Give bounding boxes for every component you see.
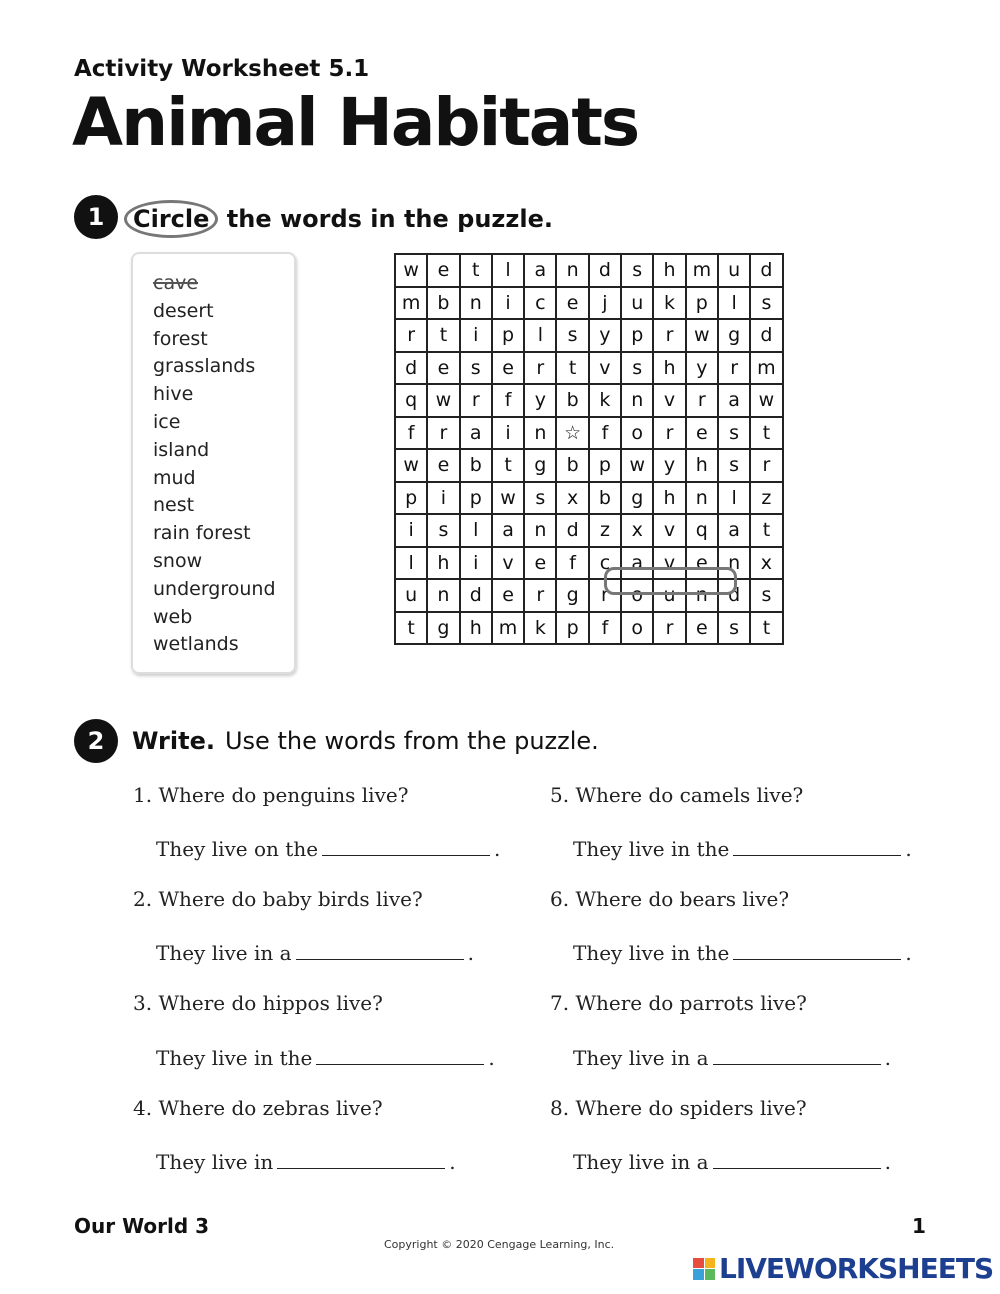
grid-cell[interactable]: s — [718, 417, 750, 450]
grid-cell[interactable]: r — [653, 319, 685, 352]
answer-prefix: They live in a — [156, 941, 292, 965]
grid-cell[interactable]: c — [589, 547, 621, 580]
grid-cell[interactable]: e — [686, 417, 718, 450]
word-bank-item: cave — [153, 272, 199, 294]
grid-cell[interactable]: x — [556, 482, 588, 515]
word-bank-item: mud — [153, 466, 196, 489]
grid-cell[interactable]: s — [718, 449, 750, 482]
grid-cell[interactable]: p — [686, 287, 718, 320]
grid-cell[interactable]: n — [427, 579, 459, 612]
answer-prefix: They live in a — [573, 1150, 709, 1174]
grid-cell[interactable]: g — [556, 579, 588, 612]
grid-cell[interactable]: a — [492, 514, 524, 547]
answer-blank-7[interactable] — [713, 1044, 881, 1065]
grid-cell[interactable]: k — [524, 612, 556, 645]
grid-cell[interactable]: v — [653, 514, 685, 547]
grid-cell[interactable]: q — [686, 514, 718, 547]
answer-line-6: They live in the . — [573, 941, 912, 965]
grid-cell[interactable]: v — [589, 352, 621, 385]
grid-cell[interactable]: s — [460, 352, 492, 385]
grid-cell[interactable]: p — [395, 482, 427, 515]
answer-prefix: They live in the — [573, 837, 730, 861]
answer-blank-2[interactable] — [296, 939, 464, 960]
grid-cell[interactable]: m — [686, 254, 718, 287]
question-7: 7. Where do parrots live? — [550, 991, 807, 1015]
grid-cell[interactable]: p — [556, 612, 588, 645]
grid-cell[interactable]: k — [589, 384, 621, 417]
grid-cell[interactable]: h — [427, 547, 459, 580]
question-2: 2. Where do baby birds live? — [133, 887, 423, 911]
grid-cell[interactable]: i — [492, 287, 524, 320]
liveworksheets-logo-icon — [693, 1258, 715, 1280]
word-bank-item: nest — [153, 494, 195, 517]
grid-row — [395, 417, 783, 450]
grid-cell[interactable]: b — [556, 384, 588, 417]
grid-cell[interactable]: s — [621, 254, 653, 287]
grid-cell[interactable]: r — [524, 352, 556, 385]
grid-cell[interactable]: o — [621, 579, 653, 612]
word-bank-item: island — [153, 438, 210, 461]
grid-cell[interactable]: r — [524, 579, 556, 612]
word-bank-item: underground — [153, 577, 276, 600]
grid-cell[interactable]: r — [460, 384, 492, 417]
grid-cell[interactable]: d — [460, 579, 492, 612]
grid-cell[interactable]: y — [686, 352, 718, 385]
grid-cell[interactable]: b — [460, 449, 492, 482]
grid-cell[interactable]: y — [589, 319, 621, 352]
copyright: Copyright © 2020 Cengage Learning, Inc. — [384, 1238, 615, 1251]
word-bank-item: web — [153, 605, 193, 628]
answer-blank-5[interactable] — [733, 835, 901, 856]
grid-cell[interactable]: x — [621, 514, 653, 547]
grid-cell[interactable]: a — [621, 547, 653, 580]
grid-row — [395, 352, 783, 385]
grid-cell[interactable]: u — [653, 579, 685, 612]
cave-example-circle — [604, 567, 737, 595]
grid-cell[interactable]: v — [492, 547, 524, 580]
grid-cell[interactable]: a — [718, 514, 750, 547]
grid-cell[interactable]: ☆ — [556, 417, 588, 450]
grid-cell[interactable]: b — [427, 287, 459, 320]
grid-cell[interactable]: e — [686, 612, 718, 645]
grid-cell[interactable]: n — [524, 514, 556, 547]
grid-cell[interactable]: z — [750, 482, 782, 515]
grid-cell[interactable]: u — [395, 579, 427, 612]
section-2-instruction: Use the words from the puzzle. — [224, 727, 599, 755]
brand-text: LIVEWORKSHEETS — [719, 1252, 994, 1285]
grid-cell[interactable]: p — [621, 319, 653, 352]
grid-cell[interactable]: i — [395, 514, 427, 547]
grid-cell[interactable]: k — [653, 287, 685, 320]
word-bank-item: hive — [153, 383, 194, 406]
grid-cell[interactable]: e — [427, 352, 459, 385]
liveworksheets-brand[interactable] — [693, 1252, 993, 1285]
grid-cell[interactable]: l — [395, 547, 427, 580]
grid-cell[interactable]: l — [460, 514, 492, 547]
grid-row — [395, 287, 783, 320]
grid-cell[interactable]: a — [460, 417, 492, 450]
grid-cell[interactable]: h — [686, 449, 718, 482]
grid-cell[interactable]: o — [621, 417, 653, 450]
grid-cell[interactable]: t — [395, 612, 427, 645]
grid-cell[interactable]: d — [589, 254, 621, 287]
grid-cell[interactable]: a — [524, 254, 556, 287]
question-4: 4. Where do zebras live? — [133, 1096, 383, 1120]
grid-cell[interactable]: l — [492, 254, 524, 287]
grid-cell[interactable]: e — [524, 547, 556, 580]
question-8: 8. Where do spiders live? — [550, 1096, 807, 1120]
answer-blank-1[interactable] — [322, 835, 490, 856]
grid-cell[interactable]: t — [556, 352, 588, 385]
grid-cell[interactable]: r — [653, 612, 685, 645]
grid-cell[interactable]: n — [524, 417, 556, 450]
word-bank — [131, 252, 296, 674]
grid-cell[interactable]: s — [621, 352, 653, 385]
answer-line-3: They live in the . — [156, 1046, 495, 1070]
grid-cell[interactable]: q — [395, 384, 427, 417]
grid-cell[interactable]: r — [718, 352, 750, 385]
grid-cell[interactable]: g — [718, 319, 750, 352]
grid-cell[interactable]: p — [460, 482, 492, 515]
answer-line-4: They live in . — [156, 1150, 456, 1174]
word-bank-item: rain forest — [153, 522, 251, 545]
answer-line-5: They live in the . — [573, 837, 912, 861]
grid-cell[interactable]: s — [427, 514, 459, 547]
answer-prefix: They live in — [156, 1150, 274, 1174]
grid-cell[interactable]: l — [718, 482, 750, 515]
grid-cell[interactable]: g — [427, 612, 459, 645]
grid-cell[interactable]: v — [653, 547, 685, 580]
grid-cell[interactable]: i — [492, 417, 524, 450]
grid-cell[interactable]: t — [427, 319, 459, 352]
grid-row — [395, 612, 783, 645]
section-1-instruction: the words in the puzzle. — [226, 205, 553, 233]
grid-cell[interactable]: s — [718, 612, 750, 645]
grid-cell[interactable]: w — [621, 449, 653, 482]
answer-prefix: They live on the — [156, 837, 319, 861]
section-2-heading — [132, 727, 599, 755]
answer-blank-8[interactable] — [713, 1148, 881, 1169]
book-title: Our World 3 — [74, 1214, 210, 1238]
section-2-badge: 2 — [74, 719, 118, 763]
question-1: 1. Where do penguins live? — [133, 783, 409, 807]
grid-cell[interactable]: l — [524, 319, 556, 352]
grid-cell[interactable]: m — [750, 352, 782, 385]
grid-cell[interactable]: n — [621, 384, 653, 417]
word-bank-item: desert — [153, 299, 214, 322]
grid-cell[interactable]: e — [492, 579, 524, 612]
grid-cell[interactable]: v — [653, 384, 685, 417]
grid-row — [395, 319, 783, 352]
answer-prefix: They live in the — [156, 1046, 313, 1070]
grid-cell[interactable]: e — [492, 352, 524, 385]
section-1-badge: 1 — [74, 195, 118, 239]
grid-cell[interactable]: l — [718, 287, 750, 320]
grid-cell[interactable]: d — [750, 319, 782, 352]
grid-cell[interactable]: t — [750, 612, 782, 645]
word-bank-item: forest — [153, 327, 208, 350]
grid-cell[interactable]: r — [427, 417, 459, 450]
grid-cell[interactable]: w — [395, 449, 427, 482]
grid-cell[interactable]: i — [460, 319, 492, 352]
grid-cell[interactable]: y — [653, 449, 685, 482]
section-1-heading — [132, 200, 553, 238]
grid-cell[interactable]: i — [427, 482, 459, 515]
answer-prefix: They live in a — [573, 1046, 709, 1070]
grid-cell[interactable]: d — [750, 254, 782, 287]
answer-line-1: They live on the . — [156, 837, 501, 861]
grid-cell[interactable]: h — [653, 482, 685, 515]
question-6: 6. Where do bears live? — [550, 887, 790, 911]
grid-cell[interactable]: h — [653, 352, 685, 385]
grid-cell[interactable]: h — [653, 254, 685, 287]
grid-cell[interactable]: g — [524, 449, 556, 482]
worksheet-subtitle: Activity Worksheet 5.1 — [74, 56, 370, 82]
grid-cell[interactable]: w — [427, 384, 459, 417]
grid-cell[interactable]: b — [589, 482, 621, 515]
grid-cell[interactable]: f — [589, 612, 621, 645]
grid-cell[interactable]: t — [750, 514, 782, 547]
answer-line-2: They live in a . — [156, 941, 474, 965]
word-bank-item: snow — [153, 549, 203, 572]
grid-cell[interactable]: z — [589, 514, 621, 547]
grid-cell[interactable]: f — [589, 417, 621, 450]
grid-cell[interactable]: n — [556, 254, 588, 287]
answer-blank-3[interactable] — [316, 1044, 484, 1065]
grid-cell[interactable]: p — [589, 449, 621, 482]
answer-line-7: They live in a . — [573, 1046, 891, 1070]
grid-cell[interactable]: w — [686, 319, 718, 352]
grid-cell[interactable]: e — [686, 547, 718, 580]
grid-cell[interactable]: s — [750, 579, 782, 612]
grid-cell[interactable]: r — [750, 449, 782, 482]
grid-cell[interactable]: r — [395, 319, 427, 352]
page-title: Animal Habitats — [72, 84, 639, 161]
grid-cell[interactable]: f — [492, 384, 524, 417]
question-3: 3. Where do hippos live? — [133, 991, 383, 1015]
grid-cell[interactable]: d — [556, 514, 588, 547]
grid-cell[interactable]: w — [750, 384, 782, 417]
grid-cell[interactable]: g — [621, 482, 653, 515]
grid-cell[interactable]: n — [686, 579, 718, 612]
grid-cell[interactable]: p — [492, 319, 524, 352]
answer-line-8: They live in a . — [573, 1150, 891, 1174]
grid-cell[interactable]: x — [750, 547, 782, 580]
grid-cell[interactable]: m — [395, 287, 427, 320]
grid-cell[interactable]: r — [589, 579, 621, 612]
grid-row — [395, 384, 783, 417]
question-5: 5. Where do camels live? — [550, 783, 804, 807]
grid-cell[interactable]: n — [718, 547, 750, 580]
grid-cell[interactable]: n — [686, 482, 718, 515]
grid-cell[interactable]: m — [492, 612, 524, 645]
grid-cell[interactable]: b — [556, 449, 588, 482]
grid-cell[interactable]: u — [621, 287, 653, 320]
grid-row — [395, 449, 783, 482]
write-word: Write. — [132, 727, 215, 755]
grid-cell[interactable]: u — [718, 254, 750, 287]
word-bank-item: wetlands — [153, 633, 239, 656]
grid-cell[interactable]: t — [492, 449, 524, 482]
page-number: 1 — [912, 1214, 926, 1238]
grid-cell[interactable]: e — [427, 449, 459, 482]
grid-cell[interactable]: h — [460, 612, 492, 645]
grid-cell[interactable]: s — [750, 287, 782, 320]
grid-cell[interactable]: f — [556, 547, 588, 580]
grid-cell[interactable]: i — [460, 547, 492, 580]
answer-blank-4[interactable] — [277, 1148, 445, 1169]
grid-cell[interactable]: a — [718, 384, 750, 417]
grid-cell[interactable]: n — [460, 287, 492, 320]
grid-row — [395, 514, 783, 547]
answer-prefix: They live in the — [573, 941, 730, 965]
grid-cell[interactable]: s — [556, 319, 588, 352]
grid-cell[interactable]: e — [556, 287, 588, 320]
grid-cell[interactable]: e — [427, 254, 459, 287]
grid-cell[interactable]: o — [621, 612, 653, 645]
grid-cell[interactable]: t — [750, 417, 782, 450]
grid-cell[interactable]: c — [524, 287, 556, 320]
grid-row — [395, 482, 783, 515]
grid-cell[interactable]: w — [492, 482, 524, 515]
grid-cell[interactable]: d — [395, 352, 427, 385]
grid-cell[interactable]: j — [589, 287, 621, 320]
word-bank-item: grasslands — [153, 355, 256, 378]
grid-cell[interactable]: f — [395, 417, 427, 450]
grid-row — [395, 254, 783, 287]
answer-blank-6[interactable] — [733, 939, 901, 960]
grid-cell[interactable]: w — [395, 254, 427, 287]
grid-cell[interactable]: t — [460, 254, 492, 287]
grid-cell[interactable]: y — [524, 384, 556, 417]
grid-cell[interactable]: d — [718, 579, 750, 612]
circle-word: Circle — [124, 200, 218, 238]
word-bank-item: ice — [153, 410, 181, 433]
grid-cell[interactable]: s — [524, 482, 556, 515]
grid-cell[interactable]: r — [653, 417, 685, 450]
grid-cell[interactable]: r — [686, 384, 718, 417]
